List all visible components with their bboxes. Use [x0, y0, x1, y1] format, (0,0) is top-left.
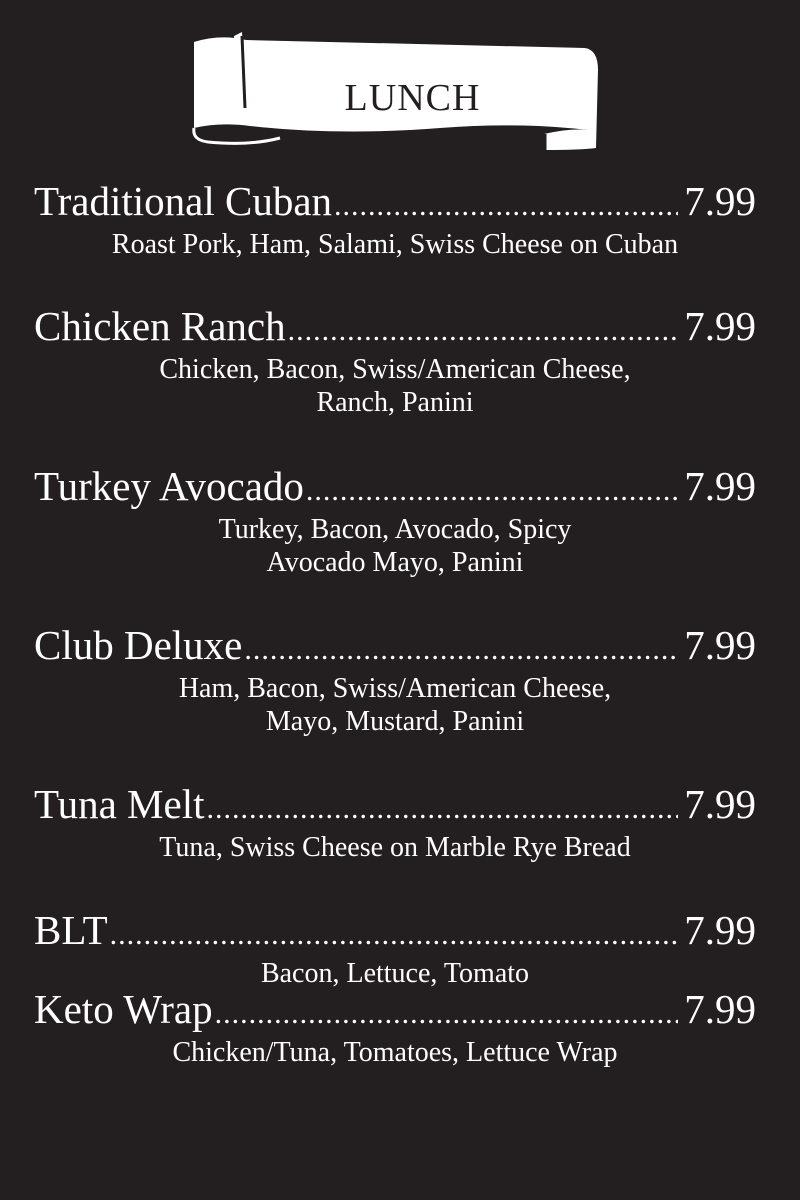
menu-item-description — [34, 1036, 756, 1069]
menu-item-price: 7.99 — [684, 781, 756, 827]
menu-item-description — [34, 353, 756, 419]
menu-item-head — [34, 987, 756, 1036]
menu-item-tuna-melt — [34, 782, 756, 864]
menu-item-blt — [34, 908, 756, 990]
dot-leader — [110, 913, 679, 957]
description-line: Turkey, Bacon, Avocado, Spicy — [218, 514, 572, 545]
dot-leader — [288, 309, 679, 353]
menu-item-head — [34, 782, 756, 831]
description-line: Tuna, Swiss Cheese on Marble Rye Bread — [159, 832, 631, 863]
page-title: LUNCH — [344, 77, 481, 119]
menu-item-head — [34, 623, 756, 672]
description-line: Bacon, Lettuce, Tomato — [260, 958, 530, 989]
menu-item-head — [34, 179, 756, 228]
menu-item-name: BLT — [34, 907, 108, 953]
description-line: Ranch, Panini — [316, 387, 474, 418]
menu-item-price: 7.99 — [684, 986, 756, 1032]
dot-leader — [215, 992, 679, 1036]
description-line: Roast Pork, Ham, Salami, Swiss Cheese on Cuban — [111, 229, 679, 260]
menu-item-description — [34, 672, 756, 738]
description-line: Mayo, Mustard, Panini — [265, 706, 525, 737]
menu-item-description — [34, 228, 756, 261]
dot-leader — [306, 469, 678, 513]
menu-item-keto-wrap — [34, 987, 756, 1069]
menu-item-price: 7.99 — [684, 622, 756, 668]
menu-item-name: Turkey Avocado — [34, 463, 304, 509]
menu-item-name: Club Deluxe — [34, 622, 243, 668]
menu-item-head — [34, 304, 756, 353]
menu-item-traditional-cuban — [34, 179, 756, 261]
dot-leader — [244, 628, 678, 672]
menu-item-name: Traditional Cuban — [34, 178, 333, 224]
menu-item-name: Keto Wrap — [34, 986, 213, 1032]
description-line: Chicken, Bacon, Swiss/American Cheese, — [159, 354, 631, 385]
menu-item-description — [34, 513, 756, 579]
dot-leader — [334, 184, 678, 228]
menu-item-price: 7.99 — [684, 463, 756, 509]
menu-item-club-deluxe — [34, 623, 756, 738]
menu-item-price: 7.99 — [684, 178, 756, 224]
menu-item-turkey-avocado — [34, 464, 756, 579]
menu-item-head — [34, 908, 756, 957]
menu-item-chicken-ranch — [34, 304, 756, 419]
menu-item-name: Tuna Melt — [34, 781, 205, 827]
menu-item-head — [34, 464, 756, 513]
description-line: Avocado Mayo, Panini — [266, 547, 524, 578]
menu-item-price: 7.99 — [684, 303, 756, 349]
dot-leader — [207, 787, 679, 831]
description-line: Ham, Bacon, Swiss/American Cheese, — [178, 673, 612, 704]
menu-item-description — [34, 831, 756, 864]
description-line: Chicken/Tuna, Tomatoes, Lettuce Wrap — [172, 1037, 618, 1068]
menu-item-name: Chicken Ranch — [34, 303, 286, 349]
menu-item-price: 7.99 — [684, 907, 756, 953]
lunch-banner — [190, 30, 600, 152]
